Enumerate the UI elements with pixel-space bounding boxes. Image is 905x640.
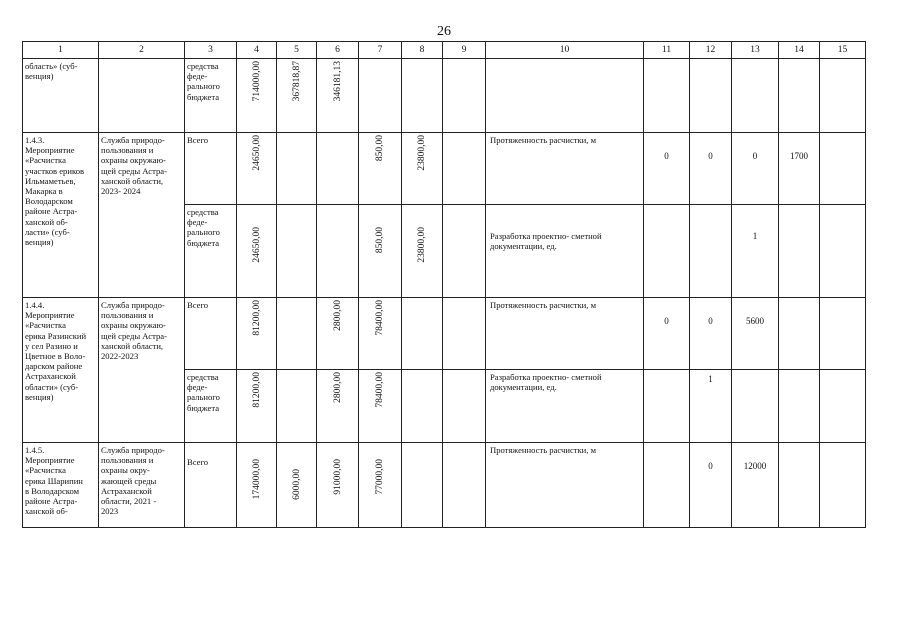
amount-cell: [443, 205, 486, 298]
amount-cell: [359, 133, 402, 205]
table-row: [23, 59, 866, 133]
amount-cell: [317, 370, 359, 443]
funding-source: средства феде- рального бюджета: [185, 370, 237, 443]
amount-cell: [402, 370, 443, 443]
amount-cell: [443, 298, 486, 370]
amount-value: 81200,00: [251, 372, 262, 408]
indicator-value: [820, 205, 866, 298]
amount-cell: [237, 205, 277, 298]
indicator-value: [779, 298, 820, 370]
amount-value: 23800,00: [417, 135, 427, 171]
indicator-name: Протяженность расчистки, м: [486, 298, 644, 370]
indicator-value: 0: [690, 443, 732, 528]
indicator-value: [779, 443, 820, 528]
amount-cell: [402, 443, 443, 528]
amount-cell: [317, 298, 359, 370]
header-cell: 5: [277, 42, 317, 59]
indicator-value: [820, 298, 866, 370]
indicator-value: [644, 443, 690, 528]
program-table: [22, 41, 866, 528]
measure-name: 1.4.4. Мероприятие «Расчистка ерика Разинский у сел Разино и Цветное в Воло- дарском районе Астраханской области» (суб- венция): [23, 298, 99, 443]
table-row: [23, 133, 866, 205]
indicator-value: [820, 133, 866, 205]
indicator-value: 5600: [732, 298, 779, 370]
amount-value: 346181,13: [332, 61, 343, 102]
measure-name: область» (суб- венция): [23, 59, 99, 133]
header-cell: 11: [644, 42, 690, 59]
indicator-value: [732, 370, 779, 443]
amount-cell: [277, 298, 317, 370]
amount-cell: [237, 370, 277, 443]
amount-value: 78400,00: [375, 372, 385, 408]
amount-cell: [237, 298, 277, 370]
amount-value: 850,00: [375, 135, 385, 162]
measure-name: 1.4.5. Мероприятие «Расчистка ерика Шарипин в Володарском районе Астра- ханской об-: [23, 443, 99, 528]
measure-name: 1.4.3. Мероприятие «Расчистка участков ериков Ильмаметьев, Макарка в Володарском районе Астра- ханской об- ласти» (суб- венция): [23, 133, 99, 298]
table-row: [23, 443, 866, 528]
header-cell: 3: [185, 42, 237, 59]
amount-value: 367818,87: [291, 61, 302, 102]
header-cell: 1: [23, 42, 99, 59]
indicator-name: Разработка проектно- сметной документации, ед.: [486, 370, 644, 443]
amount-cell: [277, 443, 317, 528]
header-cell: 2: [99, 42, 185, 59]
header-cell: 14: [779, 42, 820, 59]
amount-value: 850,00: [375, 227, 385, 254]
amount-cell: [402, 205, 443, 298]
indicator-value: 1: [732, 205, 779, 298]
indicator-cell: [486, 59, 644, 133]
amount-cell: [443, 133, 486, 205]
amount-value: 24650,00: [251, 227, 262, 263]
indicator-value: [690, 205, 732, 298]
amount-cell: [359, 443, 402, 528]
amount-cell: [237, 133, 277, 205]
indicator-value: [644, 370, 690, 443]
funding-source: Всего: [185, 443, 237, 528]
indicator-value: 0: [732, 133, 779, 205]
indicator-value: [690, 59, 732, 133]
header-row: [23, 42, 866, 59]
indicator-value: [820, 59, 866, 133]
amount-value: 174000,00: [251, 459, 262, 500]
executor-cell: Служба природо- пользования и охраны окру- жающей среды Астраханской области, 2021 - 2023: [99, 443, 185, 528]
header-cell: 8: [402, 42, 443, 59]
amount-cell: [402, 133, 443, 205]
indicator-value: [644, 59, 690, 133]
amount-cell: [237, 59, 277, 133]
indicator-value: 0: [690, 133, 732, 205]
indicator-name: Протяженность расчистки, м: [486, 133, 644, 205]
header-cell: 13: [732, 42, 779, 59]
amount-cell: [402, 298, 443, 370]
header-cell: 12: [690, 42, 732, 59]
amount-value: 2800,00: [332, 372, 343, 403]
executor-cell: [99, 59, 185, 133]
indicator-value: [820, 370, 866, 443]
header-cell: 9: [443, 42, 486, 59]
amount-value: 77000,00: [375, 459, 385, 495]
amount-cell: [277, 205, 317, 298]
page-number: 26: [437, 24, 451, 39]
table-row: [23, 298, 866, 370]
executor-cell: Служба природо- пользования и охраны окружаю- щей среды Астра- ханской области, 2023- 2024: [99, 133, 185, 298]
indicator-value: [779, 205, 820, 298]
indicator-value: 0: [644, 133, 690, 205]
amount-cell: [277, 370, 317, 443]
funding-source: Всего: [185, 298, 237, 370]
amount-cell: [359, 59, 402, 133]
amount-cell: [359, 370, 402, 443]
amount-value: 81200,00: [251, 300, 262, 336]
header-cell: 15: [820, 42, 866, 59]
amount-value: 91000,00: [332, 459, 343, 495]
indicator-name: Протяженность расчистки, м: [486, 443, 644, 528]
amount-value: 24650,00: [251, 135, 262, 171]
indicator-value: [820, 443, 866, 528]
indicator-value: 1: [690, 370, 732, 443]
amount-value: 714000,00: [251, 61, 262, 102]
amount-cell: [443, 370, 486, 443]
indicator-value: 0: [690, 298, 732, 370]
funding-source: Всего: [185, 133, 237, 205]
indicator-value: 0: [644, 298, 690, 370]
indicator-value: 12000: [732, 443, 779, 528]
header-cell: 7: [359, 42, 402, 59]
amount-value: 2800,00: [332, 300, 343, 331]
funding-source: средства феде- рального бюджета: [185, 205, 237, 298]
amount-cell: [402, 59, 443, 133]
amount-cell: [443, 59, 486, 133]
amount-cell: [277, 133, 317, 205]
amount-cell: [237, 443, 277, 528]
amount-cell: [317, 59, 359, 133]
indicator-value: [732, 59, 779, 133]
amount-cell: [317, 205, 359, 298]
amount-cell: [277, 59, 317, 133]
executor-cell: Служба природо- пользования и охраны окружаю- щей среды Астра- ханской области, 2022-2023: [99, 298, 185, 443]
indicator-value: 1700: [779, 133, 820, 205]
amount-cell: [317, 133, 359, 205]
amount-cell: [317, 443, 359, 528]
amount-cell: [359, 205, 402, 298]
amount-value: 23800,00: [417, 227, 427, 263]
funding-source: средства феде- рального бюджета: [185, 59, 237, 133]
amount-value: 78400,00: [375, 300, 385, 336]
amount-value: 6000,00: [291, 469, 302, 500]
header-cell: 10: [486, 42, 644, 59]
amount-cell: [443, 443, 486, 528]
indicator-value: [644, 205, 690, 298]
indicator-value: [779, 370, 820, 443]
indicator-value: [779, 59, 820, 133]
indicator-name: Разработка проектно- сметной документации, ед.: [486, 205, 644, 298]
header-cell: 6: [317, 42, 359, 59]
header-cell: 4: [237, 42, 277, 59]
amount-cell: [359, 298, 402, 370]
